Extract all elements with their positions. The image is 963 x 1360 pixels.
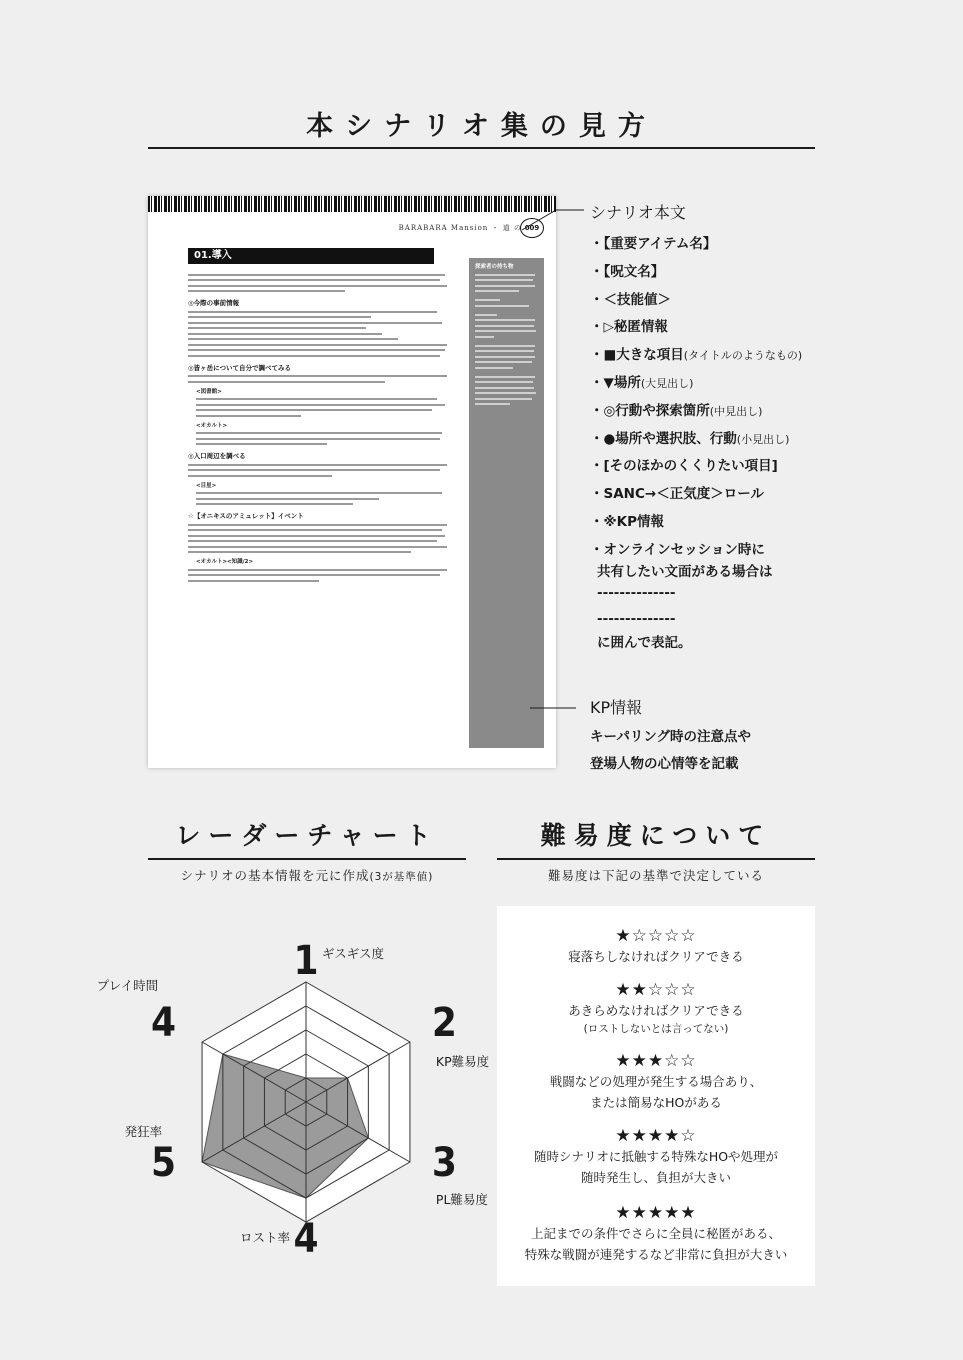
notation-item: ・▷秘匿情報 [590, 319, 668, 336]
difficulty-level-3 [497, 1051, 815, 1113]
notation-item: ・※KP情報 [590, 513, 664, 530]
difficulty-desc: 寝落ちしなければクリアできる [568, 949, 744, 964]
section-heading: ☆【オニキスのアミュレット】イベント [188, 512, 304, 520]
difficulty-subtitle: 難易度は下記の基準で決定している [547, 868, 764, 883]
radar-value-label: 1 [293, 938, 319, 984]
difficulty-desc: または簡易なHOがある [590, 1095, 722, 1110]
radar-axis-label: ロスト率 [239, 1230, 290, 1245]
radar-value-label: 3 [431, 1140, 457, 1186]
star-rating: ★★★★★ [615, 1203, 697, 1223]
star-rating: ★★★☆☆ [615, 1051, 697, 1071]
difficulty-section-title: 難易度について [540, 821, 772, 850]
difficulty-desc: 特殊な戦闘が連発するなど非常に負担が大きい [524, 1247, 788, 1262]
subsection-heading: <図書館> [196, 388, 222, 395]
difficulty-desc: あきらめなければクリアできる [568, 1003, 744, 1018]
notation-item: ・【重要アイテム名】 [590, 236, 717, 252]
running-head: BARABARA Mansion ・ 道 の [398, 224, 522, 232]
difficulty-desc: 戦闘などの処理が発生する場合あり、 [549, 1074, 763, 1089]
difficulty-desc: 上記までの条件でさらに全員に秘匿がある、 [530, 1226, 781, 1241]
radar-axis-label: 発狂率 [124, 1124, 163, 1139]
star-rating: ★★★★☆ [615, 1126, 697, 1146]
online-note-line: 共有したい文面がある場合は [597, 563, 773, 580]
difficulty-level-2 [497, 980, 815, 1036]
difficulty-note: (ロストしないとは言ってない) [583, 1023, 729, 1035]
star-rating: ★☆☆☆☆ [615, 926, 697, 946]
subsection-heading: <目星> [196, 482, 217, 489]
scenario-text-label: シナリオ本文 [590, 203, 686, 222]
kp-info-desc: 登場人物の心情等を記載 [590, 756, 739, 772]
notation-item: ・[そのほかのくくりたい項目] [590, 458, 778, 475]
star-rating: ★★☆☆☆ [615, 980, 697, 1000]
dash-border-top: -------------- [597, 584, 676, 601]
notation-item: ・【呪文名】 [590, 263, 665, 280]
difficulty-desc: 随時発生し、負担が大きい [580, 1170, 731, 1185]
notation-item: ・●場所や選択肢、行動(小見出し) [590, 430, 790, 447]
radar-value-label: 4 [151, 1000, 177, 1046]
difficulty-table [497, 906, 815, 1286]
notation-item: ・＜技能値＞ [590, 291, 671, 308]
notation-item: ・◎行動や探索箇所(中見出し) [590, 402, 763, 419]
page-number: 009 [520, 218, 544, 238]
radar-subtitle: シナリオの基本情報を元に作成(3が基準値) [180, 868, 434, 883]
online-note-line: に囲んで表記。 [597, 634, 692, 651]
radar-axis-label: ギスギス度 [322, 946, 385, 961]
annotation-leaders [520, 200, 600, 720]
subsection-heading: <オカルト><知識/2> [196, 559, 254, 565]
radar-value-label: 5 [151, 1140, 177, 1186]
online-note-line: ・オンラインセッション時に [590, 541, 765, 558]
section-heading: ◎今際の事前情報 [188, 299, 240, 307]
chapter-heading: 01.導入 [188, 248, 434, 264]
difficulty-level-5 [497, 1203, 815, 1265]
notation-item: ・■大きな項目(タイトルのようなもの) [590, 347, 803, 364]
sample-page-preview [148, 196, 556, 768]
radar-section-rule [148, 858, 466, 860]
kp-info-desc: キーパリング時の注意点や [590, 729, 752, 745]
notation-list [590, 232, 802, 651]
radar-axis-label: KP難易度 [435, 1054, 490, 1069]
body-text-block [188, 270, 450, 585]
radar-axis-label: プレイ時間 [96, 978, 159, 993]
radar-axis-label: PL難易度 [435, 1192, 488, 1207]
page-title: 本シナリオ集の見方 [306, 111, 657, 142]
difficulty-desc: 随時シナリオに抵触する特殊なHOや処理が [533, 1149, 779, 1164]
notation-item: ・SANC→＜正気度＞ロール [590, 486, 764, 503]
kp-info-label: KP情報 [590, 698, 643, 717]
subsection-heading: <オカルト> [196, 422, 228, 429]
radar-chart [96, 920, 498, 1270]
section-heading: ◎皆ヶ岳について自分で調べてみる [188, 363, 292, 372]
difficulty-level-4 [497, 1126, 815, 1188]
dash-border-bottom: -------------- [597, 610, 676, 627]
title-rule [148, 147, 815, 149]
radar-section-title: レーダーチャート [175, 821, 439, 850]
kp-box-title: 探索者の持ち物 [475, 264, 514, 270]
radar-value-label: 2 [431, 1000, 457, 1046]
radar-value-label: 4 [293, 1216, 319, 1262]
difficulty-level-1 [497, 926, 815, 967]
notation-item: ・▼場所(大見出し) [590, 374, 694, 391]
difficulty-section-rule [497, 858, 815, 860]
page-header-pattern [148, 196, 556, 212]
section-heading: ◎入口周辺を調べる [188, 452, 246, 460]
